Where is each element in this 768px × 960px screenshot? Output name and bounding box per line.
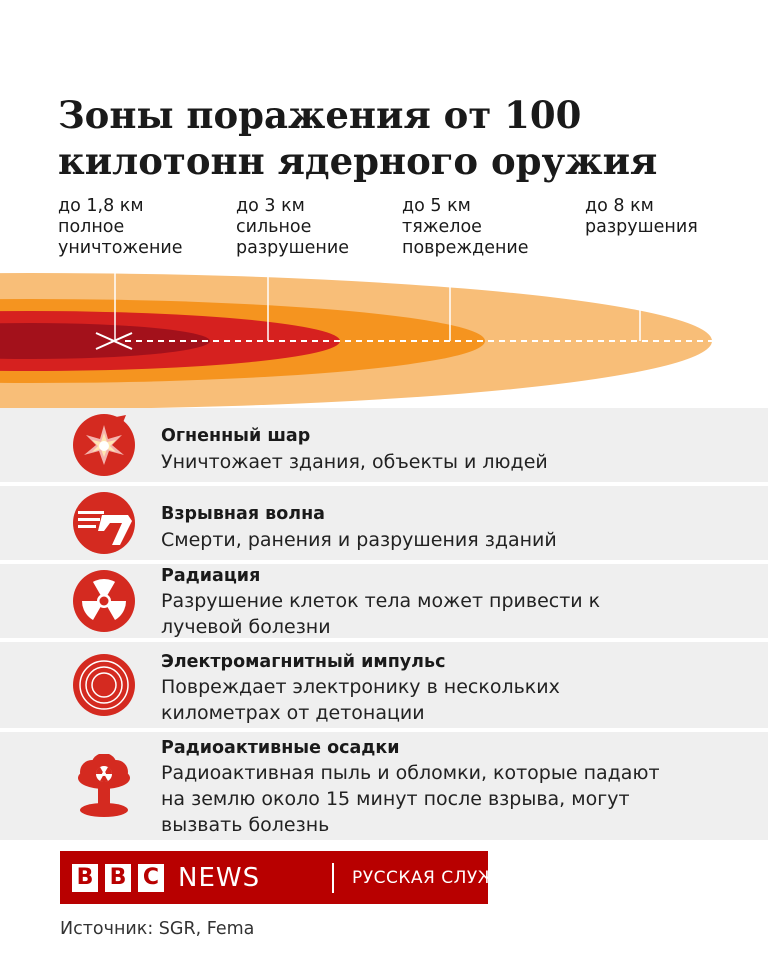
zone-label-2 [236,196,349,259]
bbc-logo-letter: B [72,864,98,892]
effect-row-emp [0,642,768,728]
blast-zones-diagram [0,260,768,410]
effect-description [161,527,751,553]
zone-desc: полное [58,217,125,237]
fallout-icon [72,754,136,818]
effect-row-radiation [0,564,768,638]
zone-distance: до 5 км [402,196,471,216]
zone-label-1 [58,196,183,259]
bbc-news-wordmark: NEWS [178,863,261,893]
effect-desc-line: Смерти, ранения и разрушения зданий [161,529,557,551]
blast-wave-icon [72,491,136,555]
effect-desc-line: километрах от детонации [161,702,425,724]
effect-desc-line: вызвать болезнь [161,814,330,836]
logo-divider [332,863,334,893]
effect-row-fallout [0,732,768,840]
effect-title: Огненный шар [161,426,311,446]
title-line-2: килотонн ядерного оружия [58,139,658,183]
effect-title: Электромагнитный импульс [161,652,446,672]
effect-description [161,674,751,726]
zone-desc: разрушения [585,217,698,237]
zone-distance: до 1,8 км [58,196,144,216]
effect-row-blast-wave [0,486,768,560]
fireball-icon [72,413,136,477]
effect-title: Взрывная волна [161,504,325,524]
zone-desc: тяжелое [402,217,482,237]
source-note: Источник: SGR, Fema [60,919,255,939]
zone-desc: сильное [236,217,312,237]
page-title [58,92,758,184]
service-name: РУССКАЯ СЛУЖБА [352,868,521,888]
effect-row-fireball [0,408,768,482]
radiation-icon [72,569,136,633]
effect-description [161,588,751,640]
effect-desc-line: Уничтожает здания, объекты и людей [161,451,548,473]
effect-desc-line: на землю около 15 минут после взрыва, могут [161,788,630,810]
title-line-1: Зоны поражения от 100 [58,93,582,137]
bbc-logo-letter: B [105,864,131,892]
emp-icon [72,653,136,717]
zone-desc: повреждение [402,238,529,258]
bbc-news-russian-logo [60,851,521,904]
effect-title: Радиоактивные осадки [161,738,400,758]
zone-distance: до 8 км [585,196,654,216]
zone-desc: уничтожение [58,238,183,258]
bbc-logo-letter: C [138,864,164,892]
effect-description [161,760,751,838]
zone-distance: до 3 км [236,196,305,216]
effect-title: Радиация [161,566,261,586]
zone-desc: разрушение [236,238,349,258]
zone-label-3 [402,196,529,259]
zone-label-4 [585,196,698,238]
effect-description [161,449,751,475]
effect-desc-line: лучевой болезни [161,616,331,638]
effect-desc-line: Радиоактивная пыль и обломки, которые падают [161,762,660,784]
effect-desc-line: Повреждает электронику в нескольких [161,676,560,698]
effect-desc-line: Разрушение клеток тела может привести к [161,590,601,612]
